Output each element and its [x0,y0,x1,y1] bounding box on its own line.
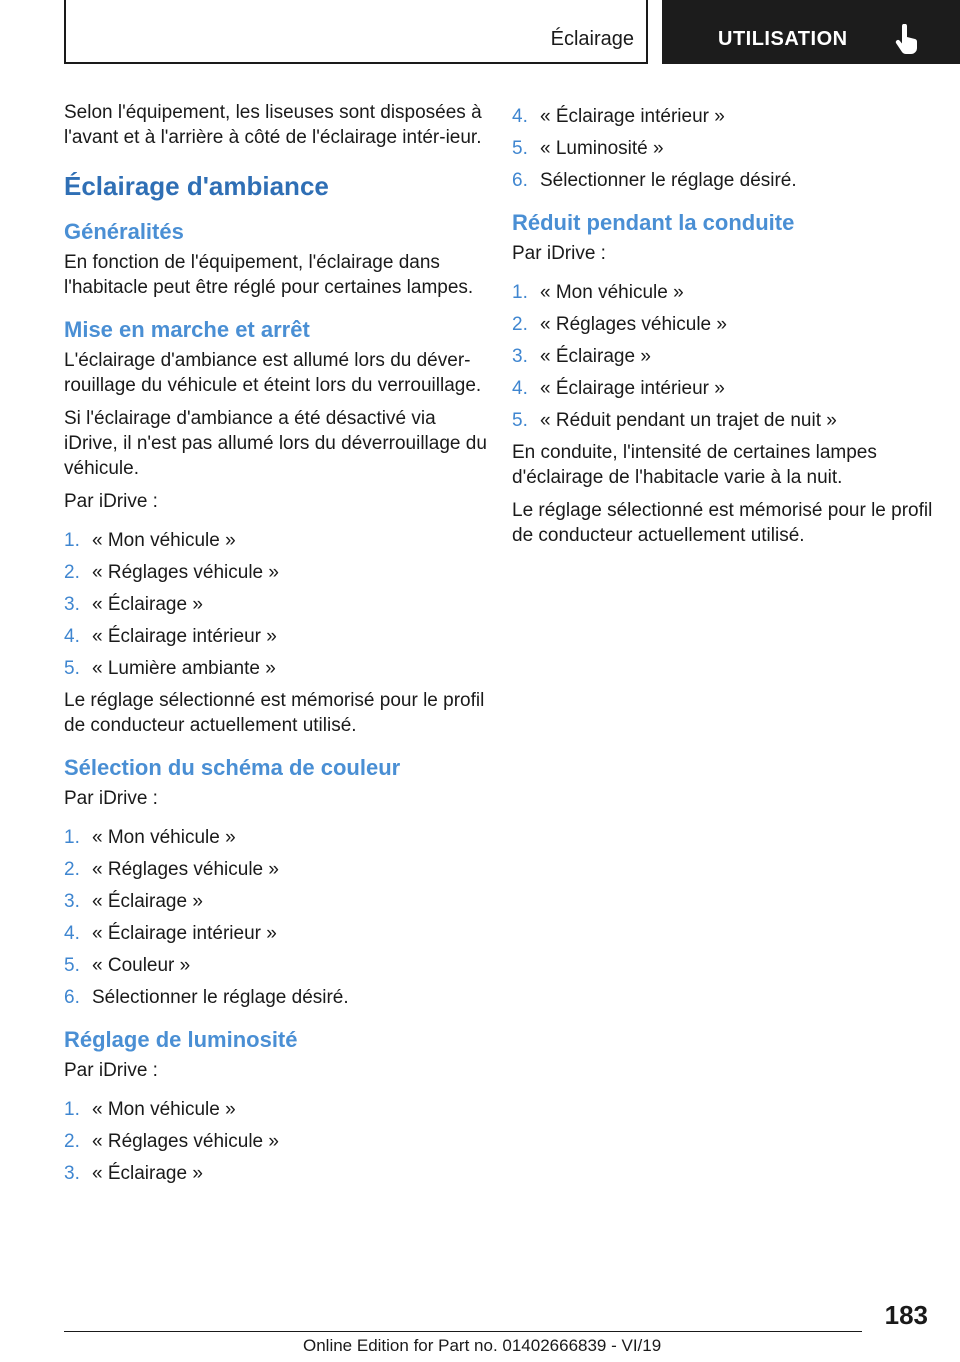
on-off-steps [64,528,494,681]
list-item [512,168,942,193]
intro-paragraph: Selon l'équipement, les liseuses sont disposées à l'avant et à l'arrière à côté de l'éclairage intér-ieur. [64,102,482,148]
heading-on-off: Mise en marche et arrêt [64,317,310,342]
list-item [512,376,942,401]
list-item [64,528,494,553]
brightness-steps [64,1097,494,1186]
list-number: 6. [512,170,528,191]
list-number: 2. [64,1131,80,1152]
list-text: « Réglages véhicule » [92,859,279,880]
reduced-paragraph-2: Le réglage sélectionné est mémorisé pour le profil de conducteur actuellement utilisé. [512,500,933,546]
list-item [64,592,494,617]
list-number: 1. [64,1099,80,1120]
list-item [64,624,494,649]
heading-reduced-driving: Réduit pendant la conduite [512,210,795,235]
section-header-tab [64,0,648,64]
list-text: « Éclairage » [540,346,651,367]
list-item [64,825,494,850]
list-number: 5. [512,138,528,159]
on-off-paragraph-1: L'éclairage d'ambiance est allumé lors du déver-rouillage du véhicule et éteint lors du verrouillage. [64,350,482,396]
list-text: « Luminosité » [540,138,664,159]
list-text: « Réduit pendant un trajet de nuit » [540,410,837,431]
color-scheme-idrive-label: Par iDrive : [64,788,158,809]
list-number: 4. [512,106,528,127]
list-item [512,136,942,161]
reduced-idrive-label: Par iDrive : [512,243,606,264]
brightness-steps-continued [512,104,942,193]
heading-general: Généralités [64,219,184,244]
list-number: 2. [512,314,528,335]
list-item [512,280,942,305]
list-text: « Éclairage intérieur » [92,923,277,944]
list-item [64,656,494,681]
general-paragraph: En fonction de l'équipement, l'éclairage dans l'habitacle peut être réglé pour certaines lampes. [64,252,474,298]
brightness-idrive-label: Par iDrive : [64,1060,158,1081]
list-number: 2. [64,562,80,583]
footer-divider [64,1331,862,1332]
list-item [512,104,942,129]
list-item [64,1129,494,1154]
color-scheme-steps [64,825,494,1010]
list-number: 3. [64,1163,80,1184]
list-text: « Mon véhicule » [92,827,236,848]
list-text: « Éclairage » [92,594,203,615]
heading-color-scheme: Sélection du schéma de couleur [64,755,401,780]
list-item [64,985,494,1010]
list-text: « Éclairage intérieur » [540,106,725,127]
list-number: 1. [64,827,80,848]
list-text: « Lumière ambiante » [92,658,276,679]
chapter-header [662,0,960,64]
list-text: « Éclairage » [92,1163,203,1184]
list-number: 3. [512,346,528,367]
list-text: « Réglages véhicule » [92,562,279,583]
list-number: 2. [64,859,80,880]
list-number: 1. [512,282,528,303]
list-item [64,560,494,585]
list-item [64,1097,494,1122]
list-text: « Mon véhicule » [92,1099,236,1120]
on-off-idrive-label: Par iDrive : [64,491,158,512]
list-item [64,921,494,946]
list-number: 5. [512,410,528,431]
list-number: 5. [64,955,80,976]
list-text: « Réglages véhicule » [540,314,727,335]
reduced-paragraph-1: En conduite, l'intensité de certaines lampes d'éclairage de l'habitacle varie à la nuit. [512,442,877,488]
list-number: 4. [64,626,80,647]
page-number: 183 [884,1300,928,1330]
chapter-title: UTILISATION [718,28,848,50]
on-off-paragraph-2: Si l'éclairage d'ambiance a été désactivé via iDrive, il n'est pas allumé lors du déverrouillage du véhicule. [64,408,487,479]
list-number: 5. [64,658,80,679]
left-column [64,100,494,1193]
list-item [512,344,942,369]
list-number: 4. [64,923,80,944]
list-item [64,889,494,914]
list-item [512,312,942,337]
list-item [64,953,494,978]
heading-brightness: Réglage de luminosité [64,1027,298,1052]
list-text: « Éclairage intérieur » [540,378,725,399]
pointing-hand-icon [894,24,920,54]
list-number: 1. [64,530,80,551]
list-text: « Éclairage intérieur » [92,626,277,647]
footer-edition: Online Edition for Part no. 01402666839 - VI/19 [303,1336,662,1355]
list-text: « Mon véhicule » [92,530,236,551]
list-text: « Réglages véhicule » [92,1131,279,1152]
list-number: 3. [64,891,80,912]
list-item [64,1161,494,1186]
reduced-steps [512,280,942,433]
list-text: « Éclairage » [92,891,203,912]
list-text: « Mon véhicule » [540,282,684,303]
section-title: Éclairage [550,28,634,50]
list-number: 3. [64,594,80,615]
list-text: « Couleur » [92,955,191,976]
list-number: 4. [512,378,528,399]
list-number: 6. [64,987,80,1008]
list-text: Sélectionner le réglage désiré. [92,987,349,1008]
chapter-heading-ambient-lighting: Éclairage d'ambiance [64,171,329,201]
list-text: Sélectionner le réglage désiré. [540,170,797,191]
on-off-note: Le réglage sélectionné est mémorisé pour le profil de conducteur actuellement utilisé. [64,690,485,736]
list-item [64,857,494,882]
right-column [512,100,942,556]
list-item [512,408,942,433]
